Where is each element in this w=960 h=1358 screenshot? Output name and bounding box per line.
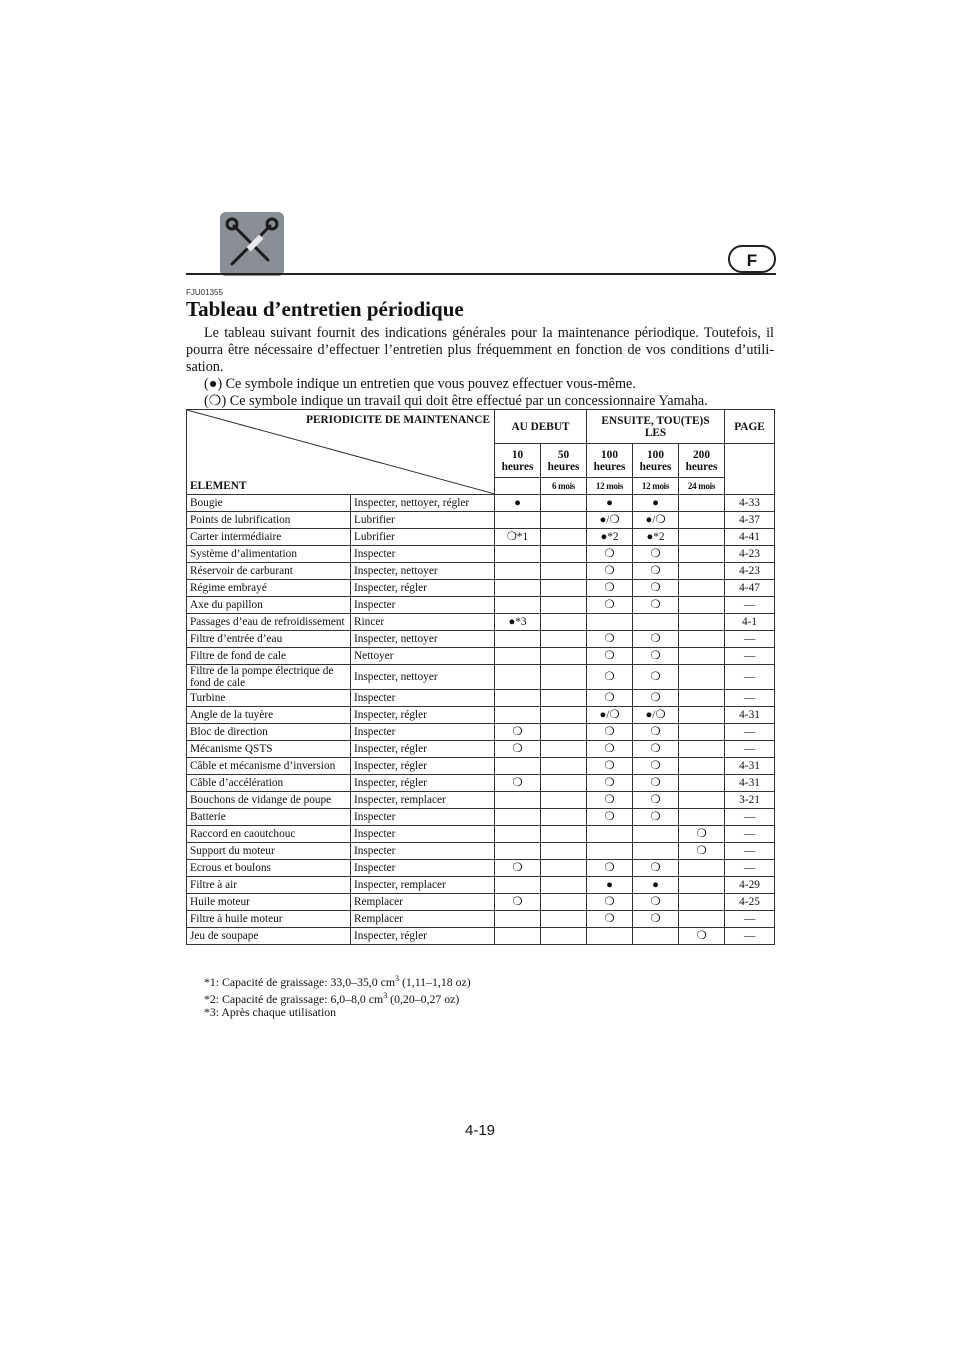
row-page-ref: — bbox=[725, 928, 775, 945]
row-interval-mark bbox=[495, 928, 541, 945]
row-interval-mark: ❍ bbox=[633, 894, 679, 911]
footnote: *1: Capacité de graissage: 33,0–35,0 $cm^3$ (1,11–1,18 oz) bbox=[204, 974, 471, 989]
row-action: Lubrifier bbox=[351, 529, 495, 546]
interval-hours: 100 heures bbox=[633, 444, 679, 478]
row-element: Câble d’accélération bbox=[187, 775, 351, 792]
row-action: Inspecter bbox=[351, 546, 495, 563]
row-page-ref: — bbox=[725, 665, 775, 690]
row-page-ref: — bbox=[725, 741, 775, 758]
row-page-ref: 3-21 bbox=[725, 792, 775, 809]
row-interval-mark: ❍ bbox=[633, 758, 679, 775]
table-row bbox=[187, 775, 775, 792]
row-interval-mark: ❍ bbox=[587, 546, 633, 563]
row-element: Support du moteur bbox=[187, 843, 351, 860]
row-page-ref: — bbox=[725, 648, 775, 665]
row-interval-mark bbox=[679, 648, 725, 665]
row-interval-mark bbox=[587, 843, 633, 860]
row-action: Inspecter bbox=[351, 690, 495, 707]
row-interval-mark bbox=[541, 580, 587, 597]
row-interval-mark bbox=[541, 597, 587, 614]
row-interval-mark bbox=[679, 758, 725, 775]
row-interval-mark bbox=[633, 843, 679, 860]
row-element: Points de lubrification bbox=[187, 512, 351, 529]
row-element: Passages d’eau de refroidissement bbox=[187, 614, 351, 631]
row-action: Inspecter bbox=[351, 860, 495, 877]
group-then-header: ENSUITE, TOU(TE)S LES bbox=[587, 410, 725, 444]
row-interval-mark: ❍ bbox=[495, 741, 541, 758]
row-interval-mark bbox=[495, 911, 541, 928]
row-interval-mark: ❍ bbox=[633, 741, 679, 758]
row-action: Inspecter, régler bbox=[351, 707, 495, 724]
row-interval-mark bbox=[679, 631, 725, 648]
row-action: Nettoyer bbox=[351, 648, 495, 665]
row-interval-mark: ❍ bbox=[633, 690, 679, 707]
row-interval-mark bbox=[587, 826, 633, 843]
table-row bbox=[187, 758, 775, 775]
row-action: Inspecter, régler bbox=[351, 928, 495, 945]
row-interval-mark: ❍ bbox=[633, 597, 679, 614]
row-action: Lubrifier bbox=[351, 512, 495, 529]
table-row bbox=[187, 614, 775, 631]
row-interval-mark bbox=[495, 792, 541, 809]
row-interval-mark: ❍ bbox=[633, 911, 679, 928]
row-interval-mark bbox=[541, 809, 587, 826]
row-interval-mark: ❍ bbox=[495, 860, 541, 877]
row-interval-mark bbox=[679, 580, 725, 597]
row-interval-mark bbox=[541, 911, 587, 928]
row-interval-mark: ●/❍ bbox=[633, 707, 679, 724]
table-row bbox=[187, 843, 775, 860]
row-page-ref: — bbox=[725, 911, 775, 928]
row-interval-mark: ● bbox=[633, 495, 679, 512]
table-row bbox=[187, 546, 775, 563]
row-action: Remplacer bbox=[351, 894, 495, 911]
row-interval-mark: ❍ bbox=[679, 826, 725, 843]
row-interval-mark: ● bbox=[587, 495, 633, 512]
section-code: FJU01355 bbox=[186, 288, 223, 297]
row-page-ref: 4-47 bbox=[725, 580, 775, 597]
row-interval-mark: ●*3 bbox=[495, 614, 541, 631]
row-element: Système d’alimentation bbox=[187, 546, 351, 563]
row-element: Mécanisme QSTS bbox=[187, 741, 351, 758]
row-interval-mark: ❍ bbox=[587, 809, 633, 826]
row-interval-mark: ❍ bbox=[495, 724, 541, 741]
table-row bbox=[187, 512, 775, 529]
group-start-header: AU DEBUT bbox=[495, 410, 587, 444]
row-element: Angle de la tuyère bbox=[187, 707, 351, 724]
table-row bbox=[187, 690, 775, 707]
row-interval-mark bbox=[587, 614, 633, 631]
row-page-ref: — bbox=[725, 724, 775, 741]
row-interval-mark bbox=[541, 707, 587, 724]
row-interval-mark: ❍ bbox=[587, 597, 633, 614]
row-interval-mark: ❍ bbox=[587, 580, 633, 597]
row-interval-mark bbox=[541, 648, 587, 665]
row-interval-mark bbox=[679, 775, 725, 792]
corner-bottom-label: ELEMENT bbox=[190, 480, 247, 492]
row-action: Inspecter, nettoyer, régler bbox=[351, 495, 495, 512]
row-interval-mark bbox=[541, 529, 587, 546]
table-row bbox=[187, 665, 775, 690]
row-interval-mark: ❍ bbox=[587, 648, 633, 665]
row-action: Inspecter bbox=[351, 597, 495, 614]
row-element: Bouchons de vidange de poupe bbox=[187, 792, 351, 809]
row-interval-mark: ●/❍ bbox=[587, 707, 633, 724]
row-interval-mark: ● bbox=[587, 877, 633, 894]
row-interval-mark bbox=[679, 665, 725, 690]
row-element: Batterie bbox=[187, 809, 351, 826]
row-interval-mark bbox=[679, 546, 725, 563]
row-interval-mark bbox=[495, 648, 541, 665]
row-element: Régime embrayé bbox=[187, 580, 351, 597]
row-element: Jeu de soupape bbox=[187, 928, 351, 945]
row-interval-mark: ❍ bbox=[587, 741, 633, 758]
row-interval-mark: ❍ bbox=[495, 775, 541, 792]
row-interval-mark bbox=[679, 809, 725, 826]
interval-months: 6 mois bbox=[541, 478, 587, 495]
table-row bbox=[187, 495, 775, 512]
interval-hours: 10 heures bbox=[495, 444, 541, 478]
row-action: Inspecter bbox=[351, 843, 495, 860]
row-element: Ecrous et boulons bbox=[187, 860, 351, 877]
footnote: *2: Capacité de graissage: 6,0–8,0 $cm^3$ (0,20–0,27 oz) bbox=[204, 990, 460, 1006]
row-interval-mark bbox=[679, 741, 725, 758]
page-title: Tableau d’entretien périodique bbox=[186, 297, 464, 321]
table-row bbox=[187, 826, 775, 843]
row-interval-mark: ●*2 bbox=[633, 529, 679, 546]
row-page-ref: — bbox=[725, 597, 775, 614]
row-interval-mark bbox=[495, 758, 541, 775]
row-page-ref: — bbox=[725, 631, 775, 648]
page-column-spacer bbox=[725, 444, 775, 495]
row-interval-mark bbox=[495, 826, 541, 843]
table-row bbox=[187, 741, 775, 758]
table-row bbox=[187, 724, 775, 741]
row-interval-mark: ❍ bbox=[633, 631, 679, 648]
row-interval-mark bbox=[541, 741, 587, 758]
table-row bbox=[187, 809, 775, 826]
row-interval-mark bbox=[541, 877, 587, 894]
row-element: Huile moteur bbox=[187, 894, 351, 911]
row-interval-mark: ❍ bbox=[587, 665, 633, 690]
row-interval-mark bbox=[541, 512, 587, 529]
row-page-ref: 4-1 bbox=[725, 614, 775, 631]
row-interval-mark bbox=[679, 707, 725, 724]
row-action: Inspecter, nettoyer bbox=[351, 563, 495, 580]
row-page-ref: 4-41 bbox=[725, 529, 775, 546]
row-interval-mark: ❍ bbox=[587, 690, 633, 707]
row-page-ref: 4-33 bbox=[725, 495, 775, 512]
row-interval-mark bbox=[541, 928, 587, 945]
row-page-ref: 4-31 bbox=[725, 707, 775, 724]
row-element: Filtre à huile moteur bbox=[187, 911, 351, 928]
table-row bbox=[187, 563, 775, 580]
footnotes bbox=[204, 972, 471, 1019]
row-interval-mark bbox=[541, 665, 587, 690]
row-page-ref: 4-37 bbox=[725, 512, 775, 529]
interval-months bbox=[495, 478, 541, 495]
row-interval-mark bbox=[541, 860, 587, 877]
row-action: Inspecter bbox=[351, 724, 495, 741]
row-page-ref: 4-23 bbox=[725, 563, 775, 580]
row-interval-mark bbox=[495, 512, 541, 529]
maintenance-tools-icon bbox=[220, 212, 284, 276]
row-interval-mark bbox=[679, 894, 725, 911]
table-row bbox=[187, 860, 775, 877]
row-page-ref: — bbox=[725, 809, 775, 826]
row-interval-mark: ●/❍ bbox=[587, 512, 633, 529]
row-interval-mark bbox=[495, 707, 541, 724]
row-interval-mark: ●/❍ bbox=[633, 512, 679, 529]
legend-filled: (●) Ce symbole indique un entretien que vous pouvez effectuer vous-même. bbox=[204, 376, 636, 392]
interval-hours: 200 heures bbox=[679, 444, 725, 478]
row-interval-mark bbox=[495, 631, 541, 648]
table-row bbox=[187, 631, 775, 648]
maintenance-table bbox=[186, 409, 775, 945]
row-page-ref: — bbox=[725, 826, 775, 843]
row-page-ref: 4-25 bbox=[725, 894, 775, 911]
row-action: Inspecter, remplacer bbox=[351, 877, 495, 894]
table-row bbox=[187, 911, 775, 928]
row-element: Carter intermédiaire bbox=[187, 529, 351, 546]
row-interval-mark bbox=[495, 809, 541, 826]
row-interval-mark bbox=[679, 529, 725, 546]
row-interval-mark: ❍ bbox=[587, 775, 633, 792]
row-element: Réservoir de carburant bbox=[187, 563, 351, 580]
row-page-ref: 4-31 bbox=[725, 758, 775, 775]
row-interval-mark: ❍ bbox=[633, 648, 679, 665]
row-interval-mark bbox=[495, 580, 541, 597]
corner-top-label: PERIODICITE DE MAINTENANCE bbox=[306, 414, 490, 426]
filled-circle-icon: ● bbox=[208, 376, 218, 392]
table-row bbox=[187, 928, 775, 945]
row-interval-mark bbox=[679, 512, 725, 529]
interval-months: 12 mois bbox=[587, 478, 633, 495]
footnote: *3: Après chaque utilisation bbox=[204, 1004, 337, 1019]
row-interval-mark: ❍ bbox=[633, 792, 679, 809]
row-interval-mark: ❍ bbox=[679, 928, 725, 945]
language-badge: F bbox=[728, 245, 776, 273]
row-interval-mark bbox=[541, 614, 587, 631]
row-element: Bloc de direction bbox=[187, 724, 351, 741]
row-interval-mark bbox=[679, 911, 725, 928]
row-interval-mark bbox=[495, 563, 541, 580]
row-interval-mark bbox=[541, 843, 587, 860]
row-element: Filtre d’entrée d’eau bbox=[187, 631, 351, 648]
row-interval-mark bbox=[541, 563, 587, 580]
row-interval-mark: ❍ bbox=[587, 792, 633, 809]
row-interval-mark bbox=[541, 724, 587, 741]
row-interval-mark bbox=[541, 495, 587, 512]
row-interval-mark bbox=[679, 597, 725, 614]
page-column-header: PAGE bbox=[725, 410, 775, 444]
row-interval-mark: ❍*1 bbox=[495, 529, 541, 546]
row-page-ref: — bbox=[725, 843, 775, 860]
row-interval-mark bbox=[679, 690, 725, 707]
row-interval-mark: ●*2 bbox=[587, 529, 633, 546]
row-interval-mark: ❍ bbox=[587, 631, 633, 648]
row-element: Turbine bbox=[187, 690, 351, 707]
row-interval-mark bbox=[679, 495, 725, 512]
row-interval-mark bbox=[633, 928, 679, 945]
row-interval-mark bbox=[679, 614, 725, 631]
row-interval-mark bbox=[541, 546, 587, 563]
row-interval-mark bbox=[495, 877, 541, 894]
interval-hours: 50 heures bbox=[541, 444, 587, 478]
row-interval-mark bbox=[679, 877, 725, 894]
interval-hours: 100 heures bbox=[587, 444, 633, 478]
table-corner-header bbox=[187, 410, 495, 495]
row-action: Inspecter, régler bbox=[351, 580, 495, 597]
row-interval-mark bbox=[633, 826, 679, 843]
row-interval-mark bbox=[495, 597, 541, 614]
row-page-ref: — bbox=[725, 860, 775, 877]
row-element: Bougie bbox=[187, 495, 351, 512]
row-interval-mark: ❍ bbox=[633, 580, 679, 597]
intro-paragraph: Le tableau suivant fournit des indications générales pour la maintenance périodique. Toutefois, il pourra être nécessaire d’effectuer l’entretien plus fréquemment en fonction de vos conditions d’utilisation. bbox=[186, 325, 774, 375]
row-interval-mark bbox=[679, 563, 725, 580]
header-rule bbox=[186, 273, 776, 275]
row-action: Inspecter, régler bbox=[351, 775, 495, 792]
row-interval-mark: ❍ bbox=[633, 546, 679, 563]
row-element: Filtre de la pompe électrique de fond de cale bbox=[187, 665, 351, 690]
row-element: Filtre de fond de cale bbox=[187, 648, 351, 665]
row-action: Inspecter, régler bbox=[351, 741, 495, 758]
table-row bbox=[187, 580, 775, 597]
legend-open: (❍) Ce symbole indique un travail qui doit être effectué par un concessionnaire Yamaha. bbox=[204, 393, 708, 409]
table-row bbox=[187, 707, 775, 724]
row-element: Axe du papillon bbox=[187, 597, 351, 614]
row-interval-mark: ❍ bbox=[633, 665, 679, 690]
row-interval-mark: ❍ bbox=[633, 563, 679, 580]
row-action: Inspecter, nettoyer bbox=[351, 631, 495, 648]
table-row bbox=[187, 894, 775, 911]
row-page-ref: 4-29 bbox=[725, 877, 775, 894]
row-interval-mark bbox=[679, 724, 725, 741]
row-interval-mark bbox=[541, 775, 587, 792]
row-interval-mark: ❍ bbox=[495, 894, 541, 911]
row-interval-mark bbox=[679, 860, 725, 877]
row-action: Inspecter bbox=[351, 826, 495, 843]
row-interval-mark: ❍ bbox=[587, 860, 633, 877]
row-action: Rincer bbox=[351, 614, 495, 631]
table-row bbox=[187, 648, 775, 665]
row-interval-mark bbox=[541, 894, 587, 911]
row-interval-mark: ❍ bbox=[633, 724, 679, 741]
interval-months: 24 mois bbox=[679, 478, 725, 495]
row-page-ref: 4-23 bbox=[725, 546, 775, 563]
row-action: Inspecter, remplacer bbox=[351, 792, 495, 809]
page-number: 4-19 bbox=[464, 1122, 496, 1139]
row-interval-mark bbox=[541, 792, 587, 809]
table-row bbox=[187, 529, 775, 546]
row-interval-mark bbox=[587, 928, 633, 945]
table-row bbox=[187, 792, 775, 809]
row-interval-mark bbox=[495, 690, 541, 707]
row-interval-mark: ❍ bbox=[679, 843, 725, 860]
row-interval-mark: ❍ bbox=[633, 809, 679, 826]
row-interval-mark bbox=[633, 614, 679, 631]
row-page-ref: 4-31 bbox=[725, 775, 775, 792]
row-action: Inspecter bbox=[351, 809, 495, 826]
legend-open-text: Ce symbole indique un travail qui doit être effectué par un concessionnaire Yamaha. bbox=[229, 393, 708, 409]
row-interval-mark bbox=[679, 792, 725, 809]
row-interval-mark bbox=[495, 546, 541, 563]
row-interval-mark: ● bbox=[633, 877, 679, 894]
table-row bbox=[187, 877, 775, 894]
interval-months: 12 mois bbox=[633, 478, 679, 495]
row-interval-mark bbox=[541, 758, 587, 775]
row-interval-mark: ❍ bbox=[587, 563, 633, 580]
row-action: Remplacer bbox=[351, 911, 495, 928]
row-action: Inspecter, régler bbox=[351, 758, 495, 775]
row-interval-mark: ❍ bbox=[587, 758, 633, 775]
row-element: Raccord en caoutchouc bbox=[187, 826, 351, 843]
row-element: Filtre à air bbox=[187, 877, 351, 894]
row-interval-mark bbox=[495, 843, 541, 860]
row-interval-mark bbox=[541, 690, 587, 707]
row-interval-mark: ❍ bbox=[587, 911, 633, 928]
row-interval-mark: ❍ bbox=[587, 894, 633, 911]
legend-filled-text: Ce symbole indique un entretien que vous pouvez effectuer vous-même. bbox=[225, 376, 636, 392]
row-page-ref: — bbox=[725, 690, 775, 707]
row-interval-mark: ❍ bbox=[633, 860, 679, 877]
open-circle-icon: ❍ bbox=[208, 393, 222, 409]
row-interval-mark bbox=[541, 631, 587, 648]
row-interval-mark: ● bbox=[495, 495, 541, 512]
row-action: Inspecter, nettoyer bbox=[351, 665, 495, 690]
row-interval-mark: ❍ bbox=[587, 724, 633, 741]
row-interval-mark bbox=[495, 665, 541, 690]
row-element: Câble et mécanisme d’inversion bbox=[187, 758, 351, 775]
row-interval-mark bbox=[541, 826, 587, 843]
table-row bbox=[187, 597, 775, 614]
row-interval-mark: ❍ bbox=[633, 775, 679, 792]
